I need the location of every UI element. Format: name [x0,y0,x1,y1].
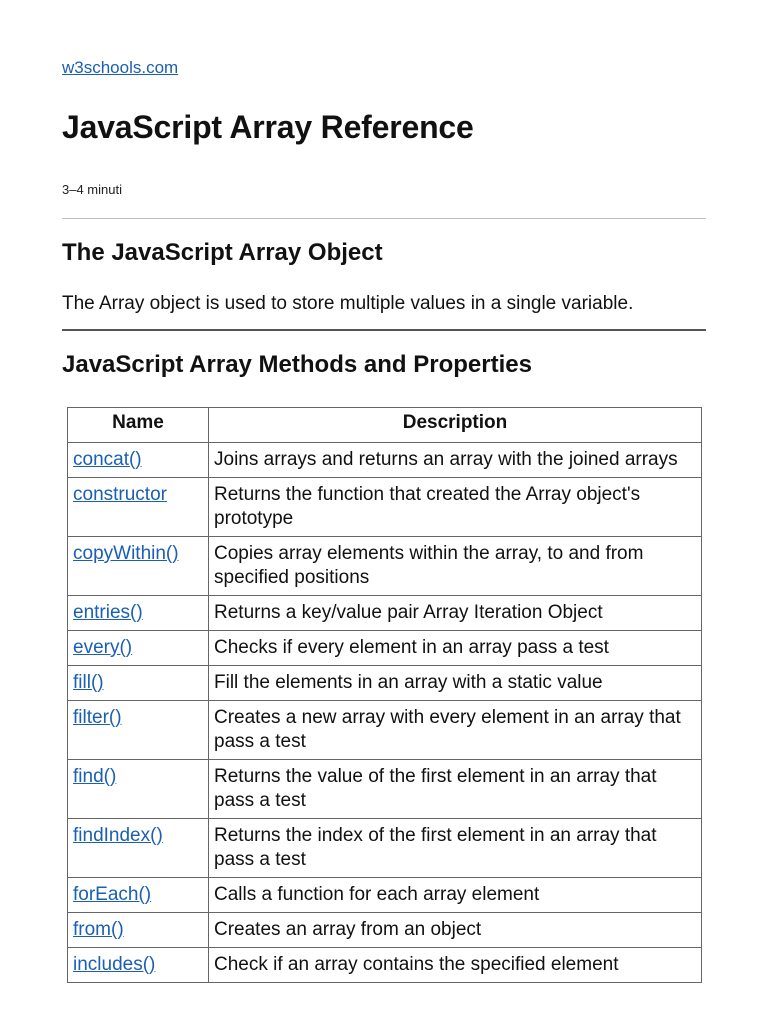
table-row [68,948,702,983]
divider [62,329,706,331]
method-link[interactable]: fill() [73,672,104,693]
table-row [68,596,702,631]
column-header-name: Name [68,408,209,443]
method-description: Returns the index of the first element in an array that pass a test [209,819,702,878]
method-link[interactable]: includes() [73,954,156,975]
table-row [68,631,702,666]
method-link[interactable]: concat() [73,449,142,470]
method-description: Returns a key/value pair Array Iteration Object [209,596,702,631]
section-heading-array-object: The JavaScript Array Object [62,239,383,266]
table-row [68,666,702,701]
method-description: Checks if every element in an array pass a test [209,631,702,666]
table-row [68,443,702,478]
method-description: Creates an array from an object [209,913,702,948]
method-link[interactable]: entries() [73,602,143,623]
method-description: Calls a function for each array element [209,878,702,913]
method-link[interactable]: forEach() [73,884,152,905]
method-description: Returns the function that created the Array object's prototype [209,478,702,537]
table-row [68,478,702,537]
section-text-array-object: The Array object is used to store multiple values in a single variable. [62,293,634,314]
method-link[interactable]: findIndex() [73,825,163,846]
method-link[interactable]: constructor [73,484,167,505]
method-description: Copies array elements within the array, to and from specified positions [209,537,702,596]
methods-table [67,407,702,983]
table-row [68,760,702,819]
table-row [68,878,702,913]
table-row [68,537,702,596]
page-title: JavaScript Array Reference [62,109,474,145]
column-header-description: Description [209,408,702,443]
section-heading-methods: JavaScript Array Methods and Properties [62,351,532,378]
divider [62,218,706,219]
reading-time: 3–4 minuti [62,182,122,197]
method-link[interactable]: filter() [73,707,122,728]
method-link[interactable]: find() [73,766,117,787]
table-header-row [68,408,702,443]
table-row [68,819,702,878]
method-description: Creates a new array with every element in an array that pass a test [209,701,702,760]
method-link[interactable]: copyWithin() [73,543,179,564]
method-link[interactable]: from() [73,919,124,940]
table-row [68,913,702,948]
method-description: Fill the elements in an array with a static value [209,666,702,701]
method-description: Joins arrays and returns an array with the joined arrays [209,443,702,478]
method-description: Check if an array contains the specified element [209,948,702,983]
table-row [68,701,702,760]
source-site-link[interactable]: w3schools.com [62,58,179,77]
method-link[interactable]: every() [73,637,133,658]
method-description: Returns the value of the first element in an array that pass a test [209,760,702,819]
